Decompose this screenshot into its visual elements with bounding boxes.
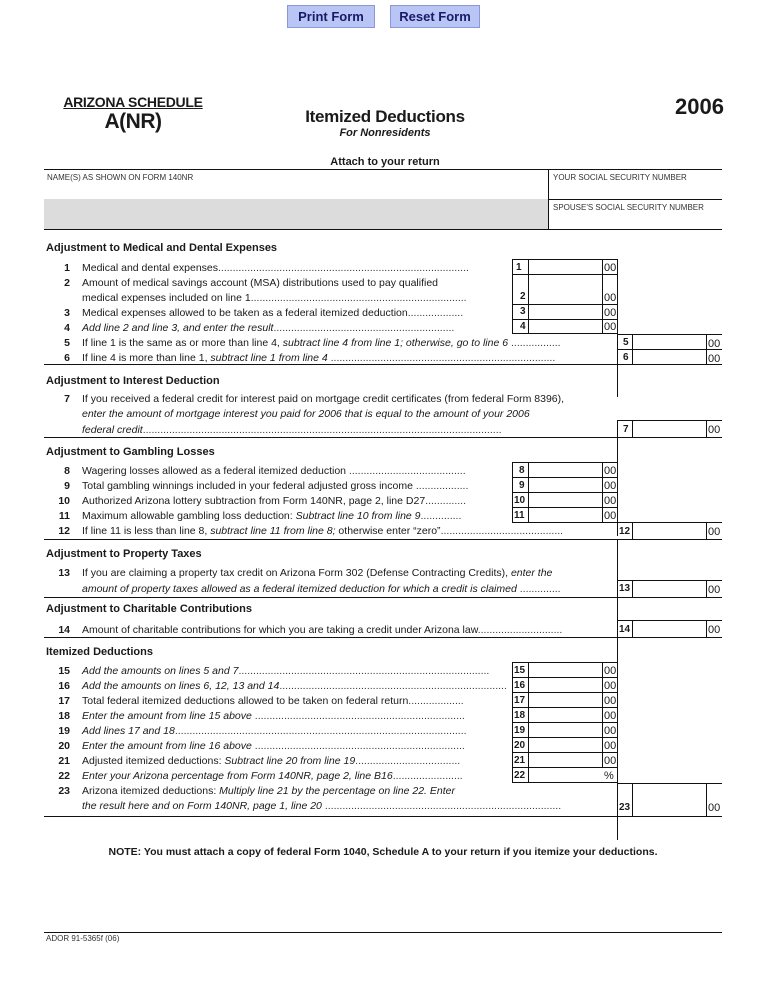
line-17-input[interactable]	[529, 693, 602, 707]
line-7-input[interactable]	[633, 421, 706, 437]
leader-dots: ......................................................................................	[238, 665, 490, 677]
box-number: 14	[619, 624, 631, 635]
divider	[602, 259, 603, 334]
line-text: Maximum allowable gambling loss deduction:	[82, 510, 296, 522]
line-4-input[interactable]	[529, 320, 602, 334]
line-3-input[interactable]	[529, 305, 602, 319]
cents-label: 00	[708, 526, 721, 538]
line-number: 17	[58, 695, 70, 707]
line-number: 8	[64, 465, 70, 477]
line-instruction: subtract line 11 from line 8;	[210, 525, 336, 537]
line-instruction: subtract line 4 from line 1; otherwise, go to line 6	[282, 337, 509, 349]
cents-label: 00	[604, 740, 617, 752]
line-18-input[interactable]	[529, 708, 602, 722]
box-number: 8	[519, 465, 525, 476]
cents-label: 00	[604, 307, 617, 319]
line-instruction: Subtract line 10 from line 9	[295, 510, 421, 522]
line-text: Amount of charitable contributions for which you are taking a credit under Arizona law	[82, 624, 478, 636]
line-15-input[interactable]	[529, 663, 602, 677]
line-number: 13	[58, 567, 70, 579]
leader-dots: ..............	[420, 510, 462, 522]
line-instruction: subtract line 1 from line 4	[210, 352, 328, 364]
cents-label: 00	[708, 353, 721, 365]
line-number: 18	[58, 710, 70, 722]
line-number: 7	[64, 393, 70, 405]
leader-dots: ...................	[407, 307, 464, 319]
line-5-input[interactable]	[633, 335, 706, 349]
box-number: 23	[619, 802, 631, 813]
leader-dots: ..........................................................................	[250, 292, 467, 304]
line-19-input[interactable]	[529, 723, 602, 737]
line-instruction: Enter the amount from line 15 above	[82, 710, 252, 722]
box-number: 20	[514, 740, 526, 751]
attach-instruction: Attach to your return	[330, 156, 440, 168]
spouse-ssn-label: SPOUSE'S SOCIAL SECURITY NUMBER	[553, 203, 704, 212]
spouse-ssn-input[interactable]	[549, 213, 722, 229]
line-instruction: Add the amounts on lines 6, 12, 13 and 14	[82, 680, 280, 692]
line-text: If you received a federal credit for interest paid on mortgage credit certificates (from federal Form 8396),	[82, 393, 565, 405]
box-number: 22	[514, 770, 526, 781]
footer-divider	[44, 932, 722, 933]
box-number: 7	[623, 424, 629, 435]
reset-form-button[interactable]: Reset Form	[390, 5, 480, 28]
section-property-title: Adjustment to Property Taxes	[46, 548, 202, 560]
line-14-input[interactable]	[633, 621, 706, 637]
leader-dots: .................	[508, 337, 561, 349]
cents-label: 00	[604, 480, 617, 492]
line-instruction: Multiply line 21 by the percentage on line 22. Enter	[219, 785, 455, 797]
line-text: Medical expenses allowed to be taken as a federal itemized deduction	[82, 307, 408, 319]
line-instruction: enter the	[510, 567, 553, 579]
section-itemized-title: Itemized Deductions	[46, 646, 153, 658]
ssn-input[interactable]	[549, 183, 722, 198]
box-number: 4	[520, 321, 526, 332]
line-number: 11	[58, 510, 70, 522]
line-text: medical expenses included on line 1	[82, 292, 251, 304]
leader-dots: .................................................................................	[321, 800, 562, 812]
line-number: 12	[58, 525, 70, 537]
line-12-input[interactable]	[633, 523, 706, 539]
line-number: 20	[58, 740, 70, 752]
box-number: 16	[514, 680, 526, 691]
box-number: 17	[514, 695, 526, 706]
line-text: Total federal itemized deductions allowed to be taken on federal return	[82, 695, 409, 707]
cents-label: 00	[604, 292, 617, 304]
leader-dots: .............................................................................	[327, 352, 556, 364]
box-number: 9	[519, 480, 525, 491]
line-text: Adjusted itemized deductions:	[82, 755, 225, 767]
cents-label: 00	[604, 725, 617, 737]
line-text: If you are claiming a property tax credit on Arizona Form 302 (Defense Contracting Credits),	[82, 567, 511, 579]
cents-label: 00	[708, 338, 721, 350]
divider	[706, 334, 707, 364]
line-number: 23	[58, 785, 70, 797]
section-divider	[44, 816, 722, 817]
leader-dots: ..............................................................................	[279, 680, 507, 692]
line-16-input[interactable]	[529, 678, 602, 692]
divider	[706, 522, 707, 539]
cents-label: 00	[708, 424, 721, 436]
section-divider	[44, 364, 722, 365]
line-8-input[interactable]	[529, 463, 602, 477]
divider	[706, 783, 707, 816]
cents-label: 00	[604, 495, 617, 507]
line-1-input[interactable]	[529, 260, 602, 274]
line-instruction: Enter the amount from line 16 above	[82, 740, 252, 752]
line-number: 3	[64, 307, 70, 319]
cents-label: 00	[604, 465, 617, 477]
form-number: ADOR 91-5365f (06)	[46, 934, 120, 943]
line-number: 19	[58, 725, 70, 737]
cents-label: 00	[604, 510, 617, 522]
names-label: NAME(S) AS SHOWN ON FORM 140NR	[47, 173, 194, 182]
line-text: Authorized Arizona lottery subtraction from Form 140NR, page 2, line D27	[82, 495, 426, 507]
line-number: 2	[64, 277, 70, 289]
right-column-border	[617, 333, 618, 397]
line-instruction: Enter your Arizona percentage from Form 140NR, page 2, line B16	[82, 770, 393, 782]
line-10-input[interactable]	[529, 493, 602, 507]
line-text: Add line 2 and line 3, and enter the result	[82, 322, 274, 334]
line-text: If line 1 is the same as or more than line 4,	[82, 337, 283, 349]
print-form-button[interactable]: Print Form	[287, 5, 375, 28]
leader-dots: ........................................................................	[251, 740, 465, 752]
box-number: 11	[514, 510, 525, 521]
leader-dots: ..............................................................	[273, 322, 455, 334]
line-number: 15	[58, 665, 70, 677]
line-23-input[interactable]	[633, 784, 706, 816]
box-number: 18	[514, 710, 526, 721]
box-number: 2	[520, 291, 526, 302]
cents-label: 00	[604, 262, 617, 274]
divider	[706, 580, 707, 597]
box-number: 19	[514, 725, 526, 736]
section-gambling-title: Adjustment to Gambling Losses	[46, 446, 215, 458]
section-medical-title: Adjustment to Medical and Dental Expenses	[46, 242, 278, 254]
line-number: 6	[64, 352, 70, 364]
section-interest-title: Adjustment to Interest Deduction	[46, 375, 220, 387]
ssn-label: YOUR SOCIAL SECURITY NUMBER	[553, 173, 687, 182]
leader-dots: ....................................................................................................	[174, 725, 467, 737]
line-number: 5	[64, 337, 70, 349]
box-number: 10	[514, 495, 526, 506]
line-text: Total gambling winnings included in your federal adjusted gross income	[82, 480, 413, 492]
line-instruction: Subtract line 20 from line 19	[224, 755, 356, 767]
line-number: 1	[64, 262, 70, 274]
percent-label: %	[604, 770, 614, 782]
schedule-label: ARIZONA SCHEDULE	[63, 94, 203, 110]
attachment-note: NOTE: You must attach a copy of federal Form 1040, Schedule A to your return if you itemize your deductions.	[108, 846, 658, 858]
section-divider	[44, 637, 722, 638]
leader-dots: ..........................................	[440, 525, 564, 537]
leader-dots: ........................................................................	[251, 710, 465, 722]
leader-dots: ..................	[412, 480, 469, 492]
line-number: 9	[64, 480, 70, 492]
leader-dots: .............................	[477, 624, 563, 636]
tax-year: 2006	[675, 94, 724, 119]
line-20-input[interactable]	[529, 738, 602, 752]
line-text: If line 11 is less than line 8,	[82, 525, 211, 537]
line-6-input[interactable]	[633, 350, 706, 364]
box-number: 5	[623, 337, 629, 348]
line-number: 21	[58, 755, 70, 767]
line-instruction: Add lines 17 and 18	[82, 725, 175, 737]
leader-dots: ......................................................................................	[218, 262, 469, 274]
form-title: Itemized Deductions	[305, 107, 465, 126]
divider	[706, 420, 707, 437]
line-11-input[interactable]	[529, 508, 602, 522]
leader-dots: ........................................	[346, 465, 466, 477]
leader-dots: ..............	[516, 583, 561, 595]
line-9-input[interactable]	[529, 478, 602, 492]
line-instruction: enter the amount of mortgage interest you paid for 2006 that is equal to the amount of your 2006	[82, 408, 530, 420]
schedule-code: A(NR)	[104, 110, 162, 133]
line-text: If line 4 is more than line 1,	[82, 352, 211, 364]
line-2-input[interactable]	[529, 275, 602, 304]
line-instruction: the result here and on Form 140NR, page 1, line 20	[82, 800, 322, 812]
box-number: 15	[514, 665, 526, 676]
box-number: 13	[619, 583, 631, 594]
leader-dots: ........................	[392, 770, 463, 782]
leader-dots: ....................................	[355, 755, 461, 767]
line-21-input[interactable]	[529, 753, 602, 767]
cents-label: 00	[604, 710, 617, 722]
line-13-input[interactable]	[633, 581, 706, 597]
line-number: 4	[64, 322, 70, 334]
line-instruction: federal credit	[82, 424, 143, 436]
divider	[548, 199, 722, 200]
form-subtitle: For Nonresidents	[339, 127, 431, 139]
line-instruction: amount of property taxes allowed as a federal itemized deduction for which a credit is claimed	[82, 583, 517, 595]
line-text: Amount of medical savings account (MSA) distributions used to pay qualified	[82, 277, 439, 289]
box-number: 21	[514, 755, 526, 766]
box-number: 3	[520, 306, 526, 317]
line-text: otherwise enter “zero”	[335, 525, 441, 537]
cents-label: 00	[708, 802, 721, 814]
divider	[706, 620, 707, 637]
right-column-border	[617, 540, 618, 640]
line-number: 14	[58, 624, 70, 636]
line-number: 10	[58, 495, 70, 507]
section-divider	[44, 539, 722, 540]
cents-label: 00	[604, 321, 617, 333]
box-number: 6	[623, 352, 629, 363]
line-instruction: Add the amounts on lines 5 and 7	[82, 665, 239, 677]
cents-label: 00	[604, 695, 617, 707]
line-text: Wagering losses allowed as a federal itemized deduction	[82, 465, 347, 477]
line-text: Medical and dental expenses	[82, 262, 219, 274]
cents-label: 00	[604, 665, 617, 677]
line-text: Arizona itemized deductions:	[82, 785, 220, 797]
leader-dots: ...................	[408, 695, 464, 707]
box-number: 12	[619, 526, 631, 537]
section-divider	[44, 437, 722, 438]
cents-label: 00	[708, 584, 721, 596]
leader-dots: ...........................................................................................................................	[142, 424, 502, 436]
cents-label: 00	[604, 680, 617, 692]
section-divider	[44, 597, 722, 598]
section-charitable-title: Adjustment to Charitable Contributions	[46, 603, 252, 615]
line-number: 22	[58, 770, 70, 782]
box-number: 1	[516, 262, 522, 273]
cents-label: 00	[708, 624, 721, 636]
line-number: 16	[58, 680, 70, 692]
leader-dots: ..............	[425, 495, 467, 507]
names-input[interactable]	[44, 182, 548, 228]
cents-label: 00	[604, 755, 617, 767]
